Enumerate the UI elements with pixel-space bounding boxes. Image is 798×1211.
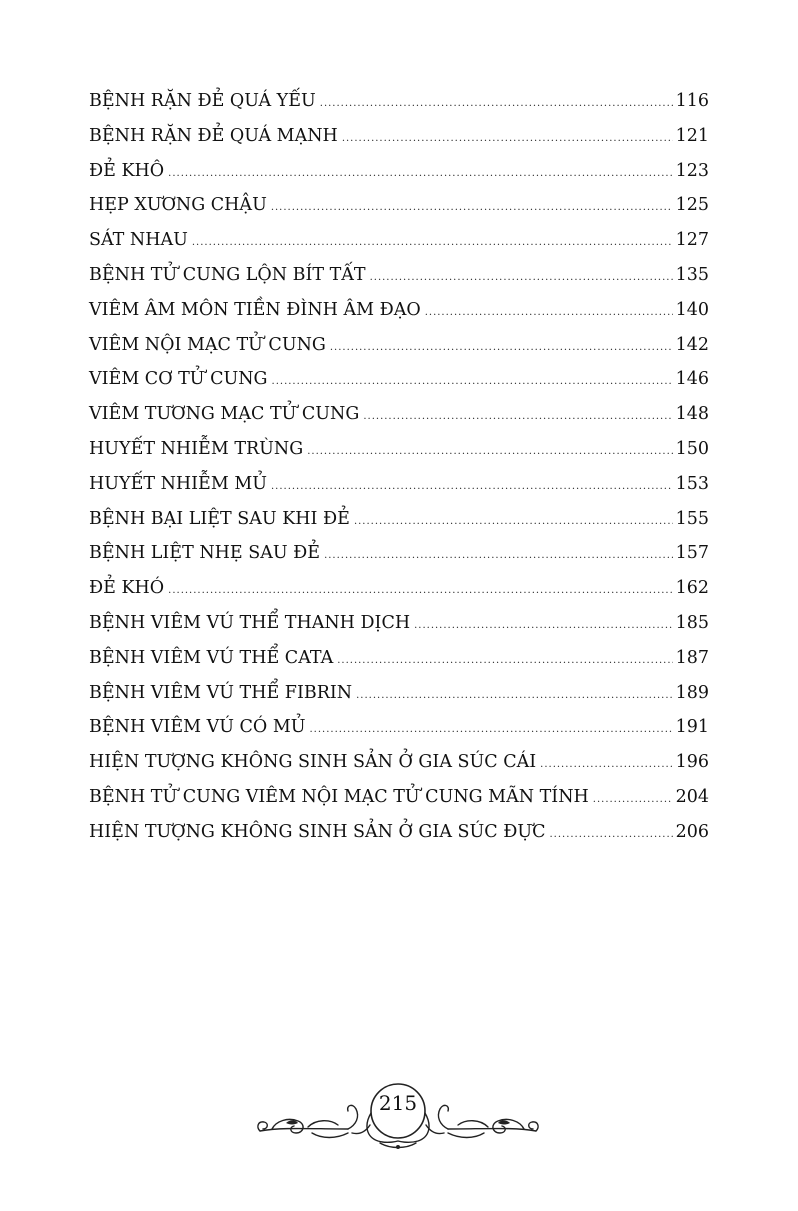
toc-entry[interactable] <box>89 331 709 366</box>
toc-entry-title: HUYẾT NHIỄM MỦ <box>89 473 267 494</box>
toc-entry[interactable] <box>89 713 709 748</box>
toc-dot-leader <box>356 682 673 710</box>
toc-entry-page: 123 <box>675 160 709 181</box>
toc-entry-page: 121 <box>675 125 709 146</box>
toc-entry-title: BỆNH VIÊM VÚ THỂ FIBRIN <box>89 682 353 703</box>
toc-dot-leader <box>549 821 673 849</box>
toc-entry-page: 157 <box>675 543 709 564</box>
toc-entry-title: BỆNH RẶN ĐẺ QUÁ MẠNH <box>89 125 338 146</box>
toc-entry-title: HIỆN TƯỢNG KHÔNG SINH SẢN Ở GIA SÚC CÁI <box>89 752 537 773</box>
toc-entry-title: HIỆN TƯỢNG KHÔNG SINH SẢN Ở GIA SÚC ĐỰC <box>89 821 546 842</box>
toc-dot-leader <box>425 299 673 327</box>
toc-entry-title: BỆNH RẶN ĐẺ QUÁ YẾU <box>89 91 316 111</box>
toc-entry-page: 150 <box>675 438 709 459</box>
toc-entry-title: BỆNH LIỆT NHẸ SAU ĐẺ <box>89 543 321 564</box>
toc-entry-page: 125 <box>675 195 709 216</box>
toc-entry-title: VIÊM CƠ TỬ CUNG <box>89 369 268 390</box>
toc-dot-leader <box>320 90 673 118</box>
toc-entry[interactable] <box>89 122 709 157</box>
toc-entry-page: 162 <box>675 578 709 599</box>
toc-entry[interactable] <box>89 191 709 226</box>
toc-entry[interactable] <box>89 609 709 644</box>
toc-dot-leader <box>168 577 673 605</box>
toc-entry-page: 140 <box>675 299 709 320</box>
toc-entry[interactable] <box>89 226 709 261</box>
toc-entry[interactable] <box>89 505 709 540</box>
toc-entry-title: ĐẺ KHÓ <box>89 578 165 599</box>
toc-entry-page: 185 <box>675 612 709 633</box>
toc-entry-page: 148 <box>675 404 709 425</box>
toc-entry[interactable] <box>89 261 709 296</box>
toc-dot-leader <box>271 194 673 222</box>
toc-dot-leader <box>192 229 673 257</box>
toc-entry-title: ĐẺ KHÔ <box>89 160 165 181</box>
toc-entry[interactable] <box>89 157 709 192</box>
toc-entry-title: SÁT NHAU <box>89 230 188 251</box>
toc-entry-title: BỆNH TỬ CUNG LỘN BÍT TẤT <box>89 264 366 285</box>
toc-dot-leader <box>370 264 673 292</box>
toc-entry-page: 191 <box>675 717 709 738</box>
toc-entry-page: 142 <box>675 334 709 355</box>
toc-entry[interactable] <box>89 539 709 574</box>
toc-entry[interactable] <box>89 470 709 505</box>
toc-entry-page: 153 <box>675 473 709 494</box>
toc-entry-page: 127 <box>675 230 709 251</box>
toc-entry-page: 204 <box>675 786 709 807</box>
toc-dot-leader <box>354 508 673 536</box>
toc-entry[interactable] <box>89 748 709 783</box>
toc-entry-title: BỆNH BẠI LIỆT SAU KHI ĐẺ <box>89 508 350 529</box>
toc-dot-leader <box>414 612 673 640</box>
toc-entry-title: BỆNH VIÊM VÚ THỂ CATA <box>89 647 334 668</box>
toc-entry-title: BỆNH TỬ CUNG VIÊM NỘI MẠC TỬ CUNG MÃN TÍNH <box>89 786 589 807</box>
toc-entry[interactable] <box>89 574 709 609</box>
toc-entry-page: 187 <box>675 647 709 668</box>
toc-entry-title: HUYẾT NHIỄM TRÙNG <box>89 438 304 459</box>
toc-entry[interactable] <box>89 818 709 853</box>
toc-dot-leader <box>324 542 673 570</box>
toc-dot-leader <box>307 438 673 466</box>
toc-dot-leader <box>168 160 673 188</box>
page-number: 215 <box>378 1091 418 1115</box>
toc-dot-leader <box>363 403 673 431</box>
toc-dot-leader <box>342 125 673 153</box>
toc-dot-leader <box>540 751 673 779</box>
toc-entry-page: 196 <box>675 752 709 773</box>
table-of-contents <box>89 87 709 853</box>
toc-dot-leader <box>593 786 673 814</box>
toc-entry[interactable] <box>89 400 709 435</box>
toc-entry-title: HẸP XƯƠNG CHẬU <box>89 195 267 216</box>
toc-entry-title: BỆNH VIÊM VÚ CÓ MỦ <box>89 717 306 738</box>
toc-entry[interactable] <box>89 783 709 818</box>
toc-entry-page: 206 <box>675 821 709 842</box>
toc-dot-leader <box>337 647 673 675</box>
toc-entry-page: 116 <box>675 91 709 111</box>
toc-entry-page: 146 <box>675 369 709 390</box>
toc-entry-title: BỆNH VIÊM VÚ THỂ THANH DỊCH <box>89 612 411 633</box>
toc-entry[interactable] <box>89 679 709 714</box>
toc-entry-page: 155 <box>675 508 709 529</box>
toc-entry[interactable] <box>89 644 709 679</box>
toc-dot-leader <box>310 716 674 744</box>
toc-entry-title: VIÊM NỘI MẠC TỬ CUNG <box>89 334 326 355</box>
toc-entry[interactable] <box>89 296 709 331</box>
toc-entry-title: VIÊM TƯƠNG MẠC TỬ CUNG <box>89 404 360 425</box>
toc-dot-leader <box>330 334 673 362</box>
toc-entry[interactable] <box>89 87 709 122</box>
toc-dot-leader <box>272 368 673 396</box>
toc-entry[interactable] <box>89 365 709 400</box>
toc-entry-page: 135 <box>675 264 709 285</box>
toc-entry[interactable] <box>89 435 709 470</box>
toc-dot-leader <box>271 473 673 501</box>
toc-entry-title: VIÊM ÂM MÔN TIỀN ĐÌNH ÂM ĐẠO <box>89 299 421 320</box>
toc-entry-page: 189 <box>675 682 709 703</box>
